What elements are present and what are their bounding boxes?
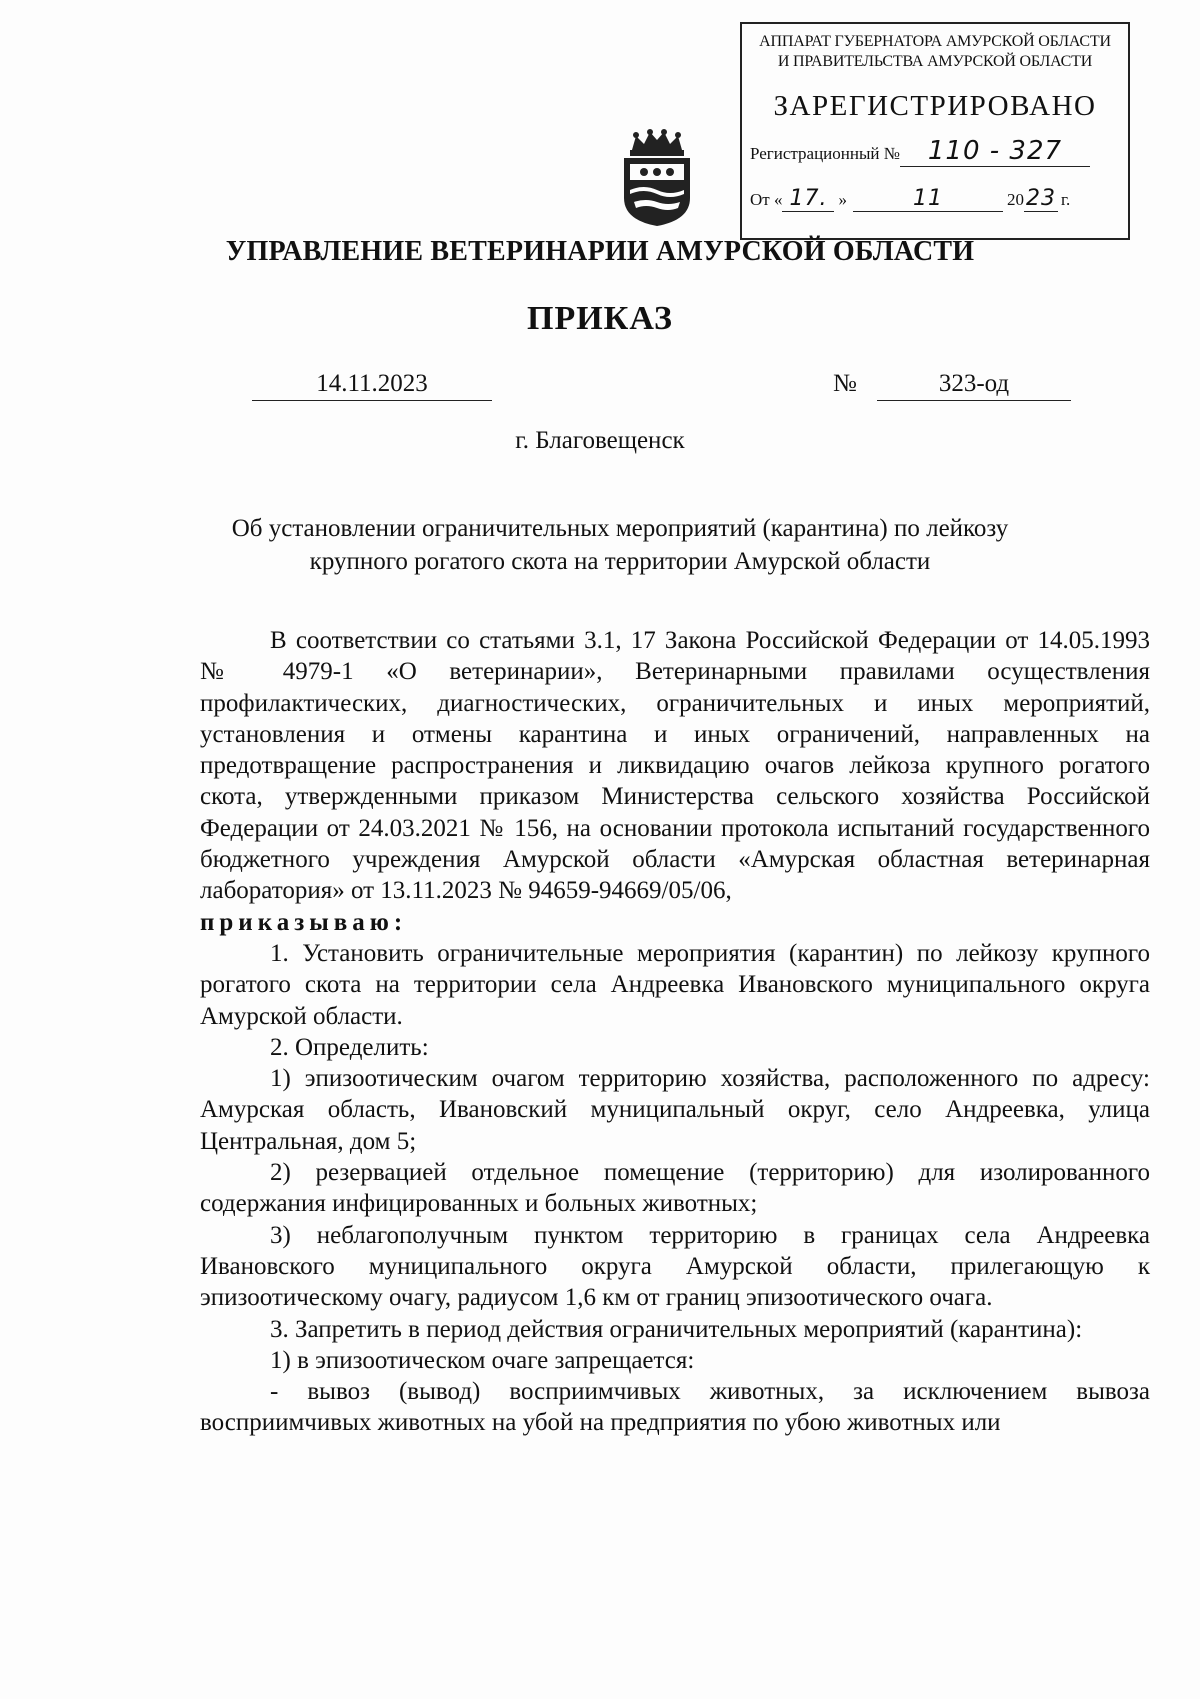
item-3-1: 1) в эпизоотическом очаге запрещается: xyxy=(270,1346,695,1374)
stamp-reg-number: 110 - 327 xyxy=(927,136,1063,166)
item-3: 3. Запретить в период действия ограничительных мероприятий (карантина): xyxy=(270,1315,1083,1343)
stamp-status: ЗАРЕГИСТРИРОВАНО xyxy=(773,90,1097,122)
item-3-1-a: - вывоз (вывод) восприимчивых животных, за исключением вывоза восприимчивых животных на убой на предприятия по убою животных или xyxy=(200,1378,1150,1437)
organization-title: УПРАВЛЕНИЕ ВЕТЕРИНАРИИ АМУРСКОЙ ОБЛАСТИ xyxy=(225,236,975,267)
registration-stamp xyxy=(740,22,1130,240)
subject-line-1: Об установлении ограничительных мероприятий (карантина) по лейкозу xyxy=(231,515,1009,542)
amur-region-coat-of-arms-icon xyxy=(612,128,702,228)
stamp-reg-row xyxy=(750,136,1120,167)
stamp-year-prefix: 20 xyxy=(1006,190,1024,209)
document-type: ПРИКАЗ xyxy=(527,300,673,337)
stamp-month-field xyxy=(853,186,1003,212)
order-word: приказываю: xyxy=(200,908,408,936)
stamp-day: 17. xyxy=(789,186,828,211)
stamp-day-close: » xyxy=(838,190,847,209)
order-number: 323-од xyxy=(877,370,1071,401)
stamp-org-line1: АППАРАТ ГУБЕРНАТОРА АМУРСКОЙ ОБЛАСТИ xyxy=(759,33,1111,50)
stamp-date-row xyxy=(750,186,1120,212)
order-body xyxy=(200,625,1150,1439)
stamp-reg-number-field xyxy=(900,136,1090,167)
item-2: 2. Определить: xyxy=(270,1033,429,1061)
preamble-paragraph: В соответствии со статьями 3.1, 17 Закона Российской Федерации от 14.05.1993 № 4979-1 «О ветеринарии», Ветеринарными правилами осуществления профилактических, диагностических, ограничительных и иных мероприятий, установления и отмены карантина и иных ограничений, направленных на предотвращение распространения и ликвидацию очагов лейкоза крупного рогатого скота, утвержденными приказом Министерства сельского хозяйства Российской Федерации от 24.03.2021 № 156, на основании протокола испытаний государственного бюджетного учреждения Амурской области «Амурская областная ветеринарная лаборатория» от 13.11.2023 № 94659-94669/05/06, xyxy=(200,627,1150,905)
subject-line-2: крупного рогатого скота на территории Амурской области xyxy=(309,548,931,575)
stamp-year-field xyxy=(1024,186,1058,212)
item-2-1: 1) эпизоотическим очагом территорию хозяйства, расположенного по адресу: Амурская область, Ивановский муниципальный округ, село Андреевка, улица Центральная, дом 5; xyxy=(200,1065,1150,1155)
stamp-year-unit: г. xyxy=(1060,190,1071,209)
item-1: 1. Установить ограничительные мероприятия (карантин) по лейкозу крупного рогатого скота на территории села Андреевка Ивановского муниципального округа Амурской области. xyxy=(200,939,1150,1030)
order-number-label: № xyxy=(833,370,857,397)
city: г. Благовещенск xyxy=(515,427,685,454)
stamp-month: 11 xyxy=(912,186,943,211)
stamp-reg-label: Регистрационный № xyxy=(750,144,900,163)
item-2-2: 2) резервацией отдельное помещение (территорию) для изолированного содержания инфицированных и больных животных; xyxy=(200,1159,1150,1218)
order-date: 14.11.2023 xyxy=(252,370,492,401)
stamp-org-line2: И ПРАВИТЕЛЬСТВА АМУРСКОЙ ОБЛАСТИ xyxy=(777,53,1093,70)
order-subject xyxy=(200,512,1040,578)
item-2-3: 3) неблагополучным пунктом территорию в границах села Андреевка Ивановского муниципального округа Амурской области, прилегающую к эпизоотическому очагу, радиусом 1,6 км от границ эпизоотического очага. xyxy=(200,1221,1150,1312)
stamp-date-prefix: От « xyxy=(750,190,783,209)
stamp-year-suffix: 23 xyxy=(1025,186,1056,211)
stamp-day-field xyxy=(782,186,834,212)
